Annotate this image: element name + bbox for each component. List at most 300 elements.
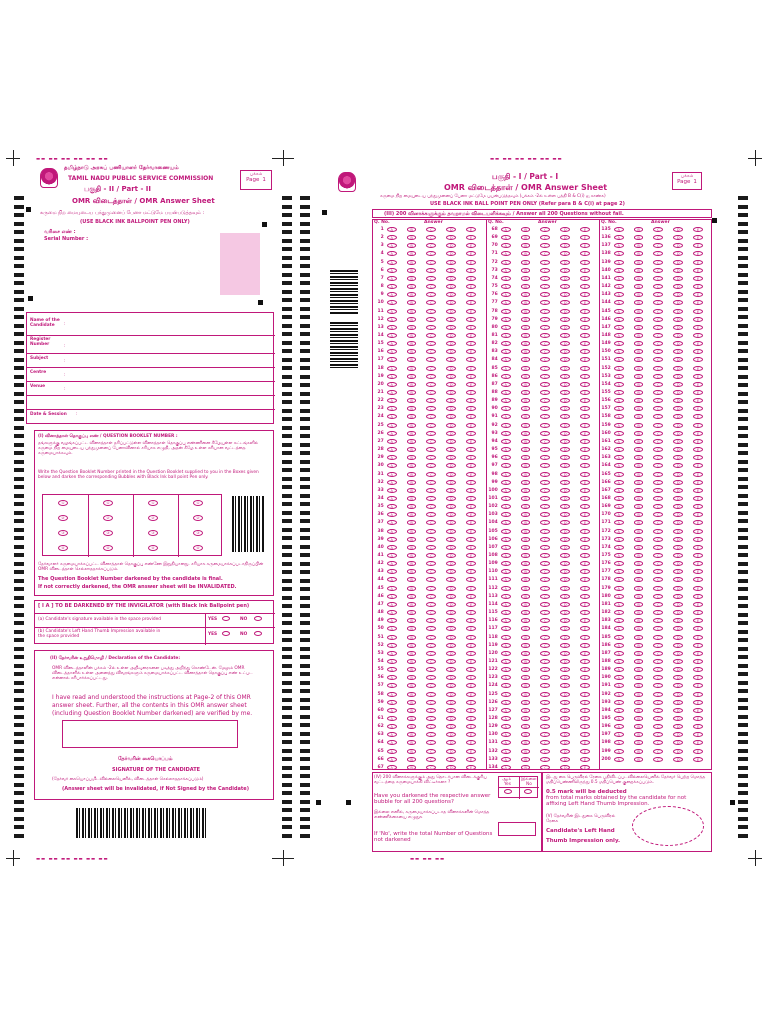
answer-bubble-b[interactable]: B	[407, 602, 417, 607]
answer-bubble-d[interactable]: D	[560, 284, 570, 289]
answer-bubble-c[interactable]: C	[653, 382, 663, 387]
answer-bubble-e[interactable]: E	[580, 284, 590, 289]
answer-bubble-c[interactable]: C	[653, 366, 663, 371]
answer-bubble-b[interactable]: B	[407, 569, 417, 574]
answer-bubble-e[interactable]: E	[466, 651, 476, 656]
answer-bubble-d[interactable]: D	[446, 545, 456, 550]
answer-bubble-d[interactable]: D	[673, 390, 683, 395]
answer-bubble-b[interactable]: B	[407, 374, 417, 379]
answer-bubble-e[interactable]: E	[693, 692, 703, 697]
answer-bubble-e[interactable]: E	[580, 374, 590, 379]
answer-bubble-d[interactable]: D	[673, 561, 683, 566]
answer-bubble-a[interactable]: A	[614, 333, 624, 338]
answer-bubble-a[interactable]: A	[387, 333, 397, 338]
answer-bubble-a[interactable]: A	[501, 349, 511, 354]
answer-bubble-b[interactable]: B	[407, 577, 417, 582]
answer-bubble-a[interactable]: A	[614, 700, 624, 705]
answer-bubble-e[interactable]: E	[580, 708, 590, 713]
answer-bubble-e[interactable]: E	[693, 300, 703, 305]
answer-bubble-b[interactable]: B	[407, 333, 417, 338]
answer-bubble-a[interactable]: A	[387, 529, 397, 534]
answer-bubble-c[interactable]: C	[426, 260, 436, 265]
answer-bubble-e[interactable]: E	[466, 553, 476, 558]
answer-bubble-a[interactable]: A	[387, 651, 397, 656]
answer-bubble-e[interactable]: E	[580, 447, 590, 452]
answer-bubble-d[interactable]: D	[560, 594, 570, 599]
answer-bubble-d[interactable]: D	[446, 325, 456, 330]
answer-bubble-a[interactable]: A	[614, 708, 624, 713]
answer-bubble-c[interactable]: C	[540, 537, 550, 542]
answer-bubble-e[interactable]: E	[580, 325, 590, 330]
answer-bubble-c[interactable]: C	[426, 610, 436, 615]
answer-bubble-e[interactable]: E	[580, 520, 590, 525]
answer-bubble-a[interactable]: A	[501, 292, 511, 297]
answer-bubble-c[interactable]: C	[426, 463, 436, 468]
answer-bubble-a[interactable]: A	[387, 586, 397, 591]
answer-bubble-d[interactable]: D	[673, 268, 683, 273]
answer-bubble-d[interactable]: D	[560, 276, 570, 281]
answer-bubble-d[interactable]: D	[560, 520, 570, 525]
answer-bubble-d[interactable]: D	[446, 561, 456, 566]
answer-bubble-d[interactable]: D	[446, 235, 456, 240]
answer-bubble-a[interactable]: A	[501, 749, 511, 754]
answer-bubble-a[interactable]: A	[387, 659, 397, 664]
answer-bubble-b[interactable]: B	[521, 651, 531, 656]
answer-bubble-b[interactable]: B	[521, 740, 531, 745]
answer-bubble-a[interactable]: A	[387, 480, 397, 485]
answer-bubble-e[interactable]: E	[693, 276, 703, 281]
answer-bubble-c[interactable]: C	[426, 357, 436, 362]
answer-bubble-d[interactable]: D	[560, 529, 570, 534]
answer-bubble-c[interactable]: C	[540, 431, 550, 436]
answer-bubble-e[interactable]: E	[693, 480, 703, 485]
answer-bubble-c[interactable]: C	[653, 349, 663, 354]
answer-bubble-d[interactable]: D	[673, 740, 683, 745]
answer-bubble-a[interactable]: A	[614, 692, 624, 697]
answer-bubble-d[interactable]: D	[673, 716, 683, 721]
answer-bubble-b[interactable]: B	[634, 463, 644, 468]
answer-bubble-a[interactable]: A	[387, 349, 397, 354]
answer-bubble-b[interactable]: B	[634, 504, 644, 509]
answer-bubble-c[interactable]: C	[540, 398, 550, 403]
answer-bubble-e[interactable]: E	[693, 700, 703, 705]
answer-bubble-c[interactable]: C	[426, 569, 436, 574]
answer-bubble-b[interactable]: B	[521, 635, 531, 640]
answer-bubble-c[interactable]: C	[426, 504, 436, 509]
answer-bubble-b[interactable]: B	[634, 284, 644, 289]
answer-bubble-d[interactable]: D	[446, 724, 456, 729]
answer-bubble-b[interactable]: B	[407, 586, 417, 591]
answer-bubble-a[interactable]: A	[614, 651, 624, 656]
answer-bubble-c[interactable]: C	[540, 439, 550, 444]
answer-bubble-a[interactable]: A	[501, 716, 511, 721]
answer-bubble-c[interactable]: C	[653, 406, 663, 411]
answer-bubble-c[interactable]: C	[426, 268, 436, 273]
answer-bubble-e[interactable]: E	[693, 382, 703, 387]
answer-bubble-b[interactable]: B	[634, 431, 644, 436]
answer-bubble-c[interactable]: C	[540, 366, 550, 371]
answer-bubble-e[interactable]: E	[580, 504, 590, 509]
answer-bubble-a[interactable]: A	[501, 374, 511, 379]
booklet-digit-bubble[interactable]: ①	[58, 500, 68, 506]
answer-bubble-d[interactable]: D	[446, 708, 456, 713]
answer-bubble-a[interactable]: A	[387, 765, 397, 770]
answer-bubble-d[interactable]: D	[560, 692, 570, 697]
answer-bubble-d[interactable]: D	[673, 635, 683, 640]
answer-bubble-b[interactable]: B	[634, 243, 644, 248]
answer-bubble-e[interactable]: E	[580, 594, 590, 599]
answer-bubble-c[interactable]: C	[653, 545, 663, 550]
answer-bubble-e[interactable]: E	[693, 406, 703, 411]
answer-bubble-c[interactable]: C	[426, 243, 436, 248]
answer-bubble-b[interactable]: B	[407, 504, 417, 509]
answer-bubble-a[interactable]: A	[387, 602, 397, 607]
answer-bubble-e[interactable]: E	[580, 268, 590, 273]
answer-bubble-b[interactable]: B	[521, 700, 531, 705]
answer-bubble-b[interactable]: B	[407, 309, 417, 314]
answer-bubble-a[interactable]: A	[614, 243, 624, 248]
answer-bubble-b[interactable]: B	[521, 284, 531, 289]
answer-bubble-b[interactable]: B	[521, 716, 531, 721]
answer-bubble-b[interactable]: B	[521, 309, 531, 314]
answer-bubble-d[interactable]: D	[560, 545, 570, 550]
answer-bubble-c[interactable]: C	[540, 757, 550, 762]
answer-bubble-b[interactable]: B	[521, 439, 531, 444]
answer-bubble-d[interactable]: D	[446, 414, 456, 419]
answer-bubble-b[interactable]: B	[407, 357, 417, 362]
answer-bubble-c[interactable]: C	[540, 317, 550, 322]
answer-bubble-a[interactable]: A	[501, 692, 511, 697]
answer-bubble-e[interactable]: E	[580, 651, 590, 656]
signature-box[interactable]	[62, 720, 238, 748]
answer-bubble-d[interactable]: D	[673, 341, 683, 346]
answer-bubble-e[interactable]: E	[580, 439, 590, 444]
answer-bubble-a[interactable]: A	[614, 724, 624, 729]
answer-bubble-e[interactable]: E	[466, 569, 476, 574]
answer-bubble-b[interactable]: B	[407, 366, 417, 371]
answer-bubble-c[interactable]: C	[426, 472, 436, 477]
answer-bubble-d[interactable]: D	[446, 692, 456, 697]
answer-bubble-e[interactable]: E	[580, 406, 590, 411]
answer-bubble-e[interactable]: E	[580, 349, 590, 354]
answer-bubble-e[interactable]: E	[466, 700, 476, 705]
answer-bubble-d[interactable]: D	[446, 716, 456, 721]
answer-bubble-a[interactable]: A	[387, 317, 397, 322]
answer-bubble-c[interactable]: C	[653, 341, 663, 346]
answer-bubble-b[interactable]: B	[407, 480, 417, 485]
answer-bubble-a[interactable]: A	[614, 602, 624, 607]
answer-bubble-c[interactable]: C	[653, 602, 663, 607]
answer-bubble-e[interactable]: E	[580, 463, 590, 468]
answer-bubble-c[interactable]: C	[426, 732, 436, 737]
answer-bubble-b[interactable]: B	[634, 341, 644, 346]
answer-bubble-a[interactable]: A	[387, 292, 397, 297]
answer-bubble-a[interactable]: A	[387, 643, 397, 648]
answer-bubble-c[interactable]: C	[426, 382, 436, 387]
yes-bubble[interactable]	[504, 789, 512, 794]
answer-bubble-c[interactable]: C	[540, 594, 550, 599]
answer-bubble-a[interactable]: A	[387, 398, 397, 403]
answer-bubble-e[interactable]: E	[580, 227, 590, 232]
answer-bubble-d[interactable]: D	[446, 520, 456, 525]
answer-bubble-c[interactable]: C	[653, 251, 663, 256]
answer-bubble-b[interactable]: B	[634, 488, 644, 493]
answer-bubble-e[interactable]: E	[466, 496, 476, 501]
answer-bubble-a[interactable]: A	[614, 667, 624, 672]
answer-bubble-c[interactable]: C	[540, 545, 550, 550]
answer-bubble-c[interactable]: C	[540, 659, 550, 664]
answer-bubble-a[interactable]: A	[387, 635, 397, 640]
answer-bubble-c[interactable]: C	[653, 439, 663, 444]
answer-bubble-d[interactable]: D	[446, 586, 456, 591]
answer-bubble-a[interactable]: A	[387, 243, 397, 248]
answer-bubble-d[interactable]: D	[446, 553, 456, 558]
answer-bubble-c[interactable]: C	[540, 732, 550, 737]
answer-bubble-b[interactable]: B	[634, 414, 644, 419]
answer-bubble-e[interactable]: E	[693, 561, 703, 566]
answer-bubble-e[interactable]: E	[580, 675, 590, 680]
answer-bubble-c[interactable]: C	[540, 561, 550, 566]
answer-bubble-a[interactable]: A	[387, 309, 397, 314]
answer-bubble-d[interactable]: D	[560, 651, 570, 656]
answer-bubble-e[interactable]: E	[580, 496, 590, 501]
answer-bubble-d[interactable]: D	[673, 276, 683, 281]
answer-bubble-e[interactable]: E	[466, 439, 476, 444]
answer-bubble-b[interactable]: B	[634, 577, 644, 582]
answer-bubble-d[interactable]: D	[673, 504, 683, 509]
answer-bubble-c[interactable]: C	[540, 602, 550, 607]
answer-bubble-c[interactable]: C	[540, 651, 550, 656]
answer-bubble-c[interactable]: C	[540, 504, 550, 509]
answer-bubble-b[interactable]: B	[634, 553, 644, 558]
answer-bubble-e[interactable]: E	[580, 488, 590, 493]
answer-bubble-a[interactable]: A	[614, 300, 624, 305]
answer-bubble-d[interactable]: D	[560, 675, 570, 680]
answer-bubble-a[interactable]: A	[614, 317, 624, 322]
answer-bubble-b[interactable]: B	[521, 455, 531, 460]
answer-bubble-d[interactable]: D	[446, 610, 456, 615]
answer-bubble-e[interactable]: E	[466, 626, 476, 631]
answer-bubble-d[interactable]: D	[446, 488, 456, 493]
answer-bubble-c[interactable]: C	[653, 667, 663, 672]
answer-bubble-e[interactable]: E	[580, 300, 590, 305]
answer-bubble-e[interactable]: E	[693, 520, 703, 525]
answer-bubble-e[interactable]: E	[466, 618, 476, 623]
answer-bubble-d[interactable]: D	[673, 325, 683, 330]
answer-bubble-e[interactable]: E	[693, 610, 703, 615]
answer-bubble-c[interactable]: C	[540, 643, 550, 648]
answer-bubble-d[interactable]: D	[560, 309, 570, 314]
answer-bubble-d[interactable]: D	[560, 333, 570, 338]
answer-bubble-e[interactable]: E	[466, 431, 476, 436]
answer-bubble-c[interactable]: C	[426, 675, 436, 680]
answer-bubble-d[interactable]: D	[446, 732, 456, 737]
answer-bubble-a[interactable]: A	[614, 610, 624, 615]
answer-bubble-b[interactable]: B	[634, 757, 644, 762]
answer-bubble-c[interactable]: C	[426, 586, 436, 591]
answer-bubble-e[interactable]: E	[693, 586, 703, 591]
answer-bubble-a[interactable]: A	[501, 569, 511, 574]
answer-bubble-c[interactable]: C	[540, 243, 550, 248]
answer-bubble-c[interactable]: C	[653, 618, 663, 623]
answer-bubble-e[interactable]: E	[466, 692, 476, 697]
answer-bubble-e[interactable]: E	[693, 651, 703, 656]
answer-bubble-e[interactable]: E	[466, 309, 476, 314]
answer-bubble-c[interactable]: C	[653, 357, 663, 362]
answer-bubble-c[interactable]: C	[426, 602, 436, 607]
answer-bubble-a[interactable]: A	[501, 455, 511, 460]
answer-bubble-d[interactable]: D	[673, 724, 683, 729]
answer-bubble-b[interactable]: B	[634, 683, 644, 688]
answer-bubble-e[interactable]: E	[466, 366, 476, 371]
answer-bubble-c[interactable]: C	[540, 309, 550, 314]
answer-bubble-b[interactable]: B	[521, 610, 531, 615]
answer-bubble-e[interactable]: E	[580, 561, 590, 566]
answer-bubble-a[interactable]: A	[501, 398, 511, 403]
answer-bubble-e[interactable]: E	[466, 545, 476, 550]
answer-bubble-e[interactable]: E	[580, 390, 590, 395]
answer-bubble-a[interactable]: A	[387, 692, 397, 697]
answer-bubble-a[interactable]: A	[614, 553, 624, 558]
answer-bubble-b[interactable]: B	[634, 423, 644, 428]
answer-bubble-c[interactable]: C	[426, 431, 436, 436]
answer-bubble-b[interactable]: B	[407, 683, 417, 688]
answer-bubble-b[interactable]: B	[407, 496, 417, 501]
answer-bubble-b[interactable]: B	[634, 610, 644, 615]
answer-bubble-b[interactable]: B	[634, 439, 644, 444]
answer-bubble-a[interactable]: A	[501, 667, 511, 672]
answer-bubble-e[interactable]: E	[580, 341, 590, 346]
answer-bubble-c[interactable]: C	[653, 398, 663, 403]
answer-bubble-c[interactable]: C	[653, 325, 663, 330]
answer-bubble-d[interactable]: D	[446, 626, 456, 631]
answer-bubble-c[interactable]: C	[426, 692, 436, 697]
answer-bubble-c[interactable]: C	[653, 594, 663, 599]
answer-bubble-a[interactable]: A	[614, 529, 624, 534]
answer-bubble-c[interactable]: C	[426, 414, 436, 419]
answer-bubble-a[interactable]: A	[387, 700, 397, 705]
answer-bubble-a[interactable]: A	[501, 626, 511, 631]
answer-bubble-b[interactable]: B	[521, 512, 531, 517]
answer-bubble-c[interactable]: C	[653, 480, 663, 485]
answer-bubble-e[interactable]: E	[466, 243, 476, 248]
invigilator-yes-bubble[interactable]	[222, 616, 230, 621]
answer-bubble-b[interactable]: B	[521, 276, 531, 281]
answer-bubble-a[interactable]: A	[501, 431, 511, 436]
answer-bubble-d[interactable]: D	[673, 708, 683, 713]
answer-bubble-a[interactable]: A	[387, 472, 397, 477]
answer-bubble-d[interactable]: D	[446, 537, 456, 542]
answer-bubble-c[interactable]: C	[653, 423, 663, 428]
answer-bubble-b[interactable]: B	[407, 455, 417, 460]
answer-bubble-c[interactable]: C	[653, 626, 663, 631]
answer-bubble-c[interactable]: C	[426, 765, 436, 770]
answer-bubble-b[interactable]: B	[407, 561, 417, 566]
answer-bubble-d[interactable]: D	[446, 740, 456, 745]
answer-bubble-b[interactable]: B	[521, 390, 531, 395]
answer-bubble-b[interactable]: B	[407, 423, 417, 428]
answer-bubble-a[interactable]: A	[614, 561, 624, 566]
answer-bubble-d[interactable]: D	[673, 496, 683, 501]
answer-bubble-d[interactable]: D	[673, 749, 683, 754]
answer-bubble-c[interactable]: C	[653, 643, 663, 648]
answer-bubble-d[interactable]: D	[673, 683, 683, 688]
answer-bubble-d[interactable]: D	[446, 260, 456, 265]
answer-bubble-b[interactable]: B	[407, 740, 417, 745]
answer-bubble-c[interactable]: C	[426, 635, 436, 640]
answer-bubble-d[interactable]: D	[560, 251, 570, 256]
answer-bubble-e[interactable]: E	[466, 374, 476, 379]
answer-bubble-d[interactable]: D	[673, 529, 683, 534]
answer-bubble-b[interactable]: B	[634, 520, 644, 525]
answer-bubble-d[interactable]: D	[560, 643, 570, 648]
answer-bubble-b[interactable]: B	[521, 325, 531, 330]
not-darkened-count-box[interactable]	[498, 822, 536, 836]
answer-bubble-a[interactable]: A	[614, 398, 624, 403]
answer-bubble-c[interactable]: C	[653, 317, 663, 322]
answer-bubble-b[interactable]: B	[407, 545, 417, 550]
answer-bubble-d[interactable]: D	[560, 577, 570, 582]
answer-bubble-a[interactable]: A	[501, 251, 511, 256]
answer-bubble-e[interactable]: E	[693, 463, 703, 468]
answer-bubble-c[interactable]: C	[540, 675, 550, 680]
invigilator-no-bubble[interactable]	[254, 616, 262, 621]
answer-bubble-b[interactable]: B	[407, 553, 417, 558]
answer-bubble-c[interactable]: C	[540, 635, 550, 640]
answer-bubble-e[interactable]: E	[580, 643, 590, 648]
answer-bubble-a[interactable]: A	[614, 251, 624, 256]
answer-bubble-a[interactable]: A	[501, 341, 511, 346]
answer-bubble-b[interactable]: B	[634, 569, 644, 574]
answer-bubble-a[interactable]: A	[501, 520, 511, 525]
answer-bubble-c[interactable]: C	[426, 520, 436, 525]
answer-bubble-b[interactable]: B	[407, 284, 417, 289]
booklet-digit-bubble[interactable]: ③	[58, 530, 68, 536]
answer-bubble-d[interactable]: D	[560, 423, 570, 428]
answer-bubble-a[interactable]: A	[387, 455, 397, 460]
answer-bubble-b[interactable]: B	[407, 390, 417, 395]
answer-bubble-e[interactable]: E	[580, 472, 590, 477]
answer-bubble-c[interactable]: C	[426, 651, 436, 656]
answer-bubble-e[interactable]: E	[693, 349, 703, 354]
answer-bubble-d[interactable]: D	[446, 643, 456, 648]
answer-bubble-d[interactable]: D	[446, 455, 456, 460]
answer-bubble-a[interactable]: A	[501, 708, 511, 713]
answer-bubble-b[interactable]: B	[521, 349, 531, 354]
answer-bubble-b[interactable]: B	[521, 260, 531, 265]
answer-bubble-b[interactable]: B	[407, 488, 417, 493]
answer-bubble-b[interactable]: B	[521, 227, 531, 232]
answer-bubble-c[interactable]: C	[426, 594, 436, 599]
answer-bubble-d[interactable]: D	[560, 765, 570, 770]
answer-bubble-a[interactable]: A	[387, 414, 397, 419]
answer-bubble-b[interactable]: B	[407, 626, 417, 631]
answer-bubble-a[interactable]: A	[501, 366, 511, 371]
answer-bubble-b[interactable]: B	[407, 512, 417, 517]
answer-bubble-a[interactable]: A	[501, 227, 511, 232]
answer-bubble-e[interactable]: E	[466, 455, 476, 460]
answer-bubble-c[interactable]: C	[653, 268, 663, 273]
answer-bubble-a[interactable]: A	[501, 724, 511, 729]
answer-bubble-a[interactable]: A	[387, 284, 397, 289]
answer-bubble-e[interactable]: E	[466, 504, 476, 509]
booklet-digit-bubble[interactable]: ②	[193, 515, 203, 521]
answer-bubble-b[interactable]: B	[634, 382, 644, 387]
answer-bubble-e[interactable]: E	[693, 439, 703, 444]
answer-bubble-b[interactable]: B	[407, 732, 417, 737]
answer-bubble-d[interactable]: D	[446, 504, 456, 509]
answer-bubble-b[interactable]: B	[407, 325, 417, 330]
